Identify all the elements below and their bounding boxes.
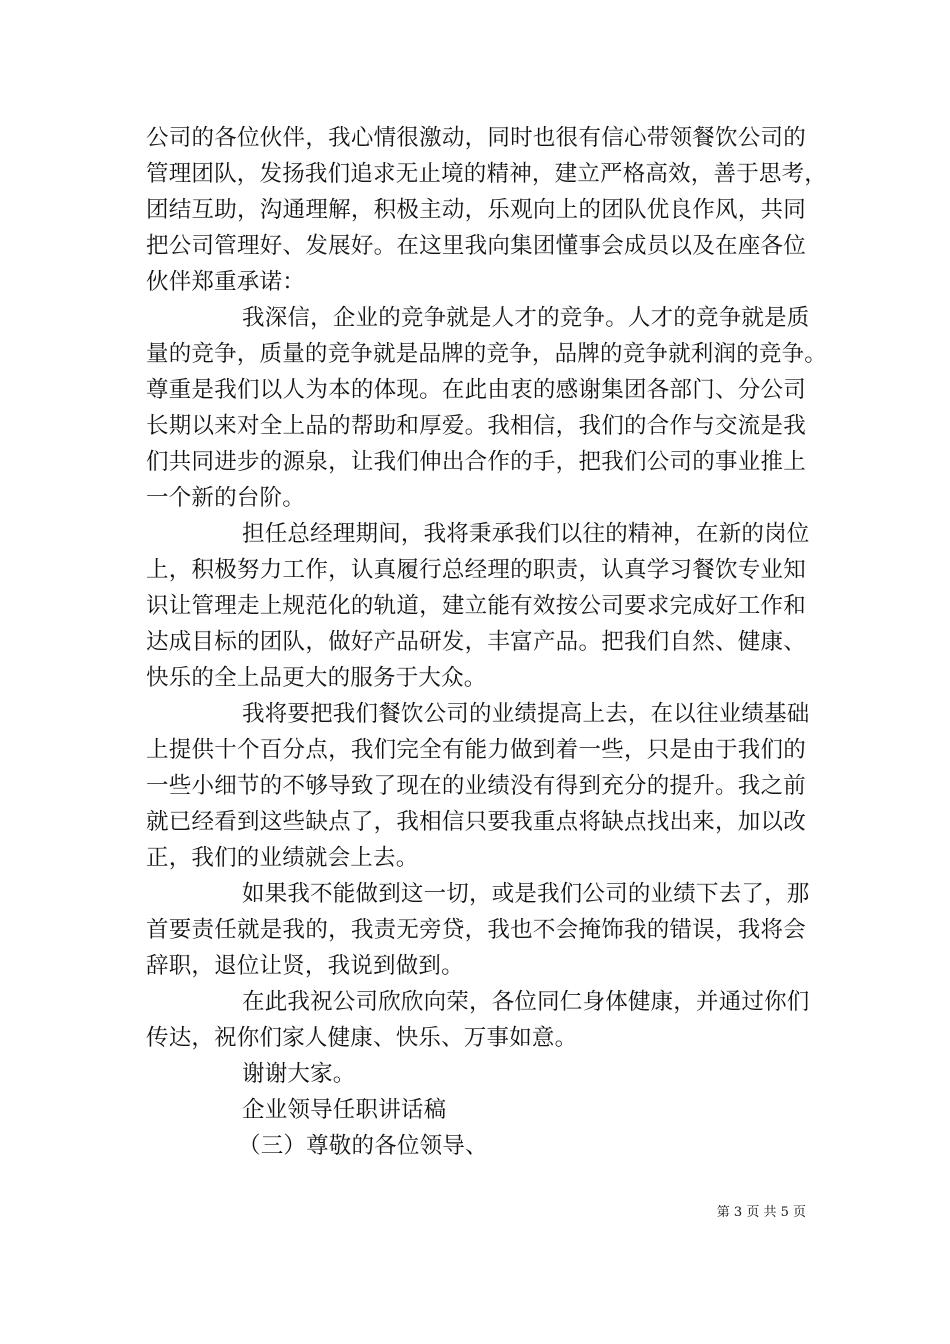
text-line: 上提供十个百分点，我们完全有能力做到着一些，只是由于我们的 <box>146 737 806 763</box>
section-title: 企业领导任职讲话稿 <box>242 1097 447 1123</box>
text-line: 长期以来对全上品的帮助和厚爱。我相信，我们的合作与交流是我 <box>146 413 806 439</box>
text-line: 首要责任就是我的，我责无旁贷，我也不会掩饰我的错误，我将会 <box>146 917 806 943</box>
text-line: 如果我不能做到这一切，或是我们公司的业绩下去了，那 <box>242 881 810 907</box>
text-line: 识让管理走上规范化的轨道，建立能有效按公司要求完成好工作和 <box>146 593 806 619</box>
text-line: 传达，祝你们家人健康、快乐、万事如意。 <box>146 1025 578 1051</box>
text-line: 把公司管理好、发展好。在这里我向集团懂事会成员以及在座各位 <box>146 233 806 259</box>
document-body <box>146 120 828 1164</box>
text-line: 正，我们的业绩就会上去。 <box>146 845 419 871</box>
text-line: 一个新的台阶。 <box>146 485 305 511</box>
paragraph <box>146 984 810 1056</box>
salutation: （三）尊敬的各位领导、 <box>238 1133 488 1159</box>
text-line: 我深信，企业的竞争就是人才的竞争。人才的竞争就是质 <box>242 305 810 331</box>
text-line: 管理团队，发扬我们追求无止境的精神，建立严格高效，善于思考， <box>146 161 828 187</box>
paragraph <box>146 120 828 300</box>
paragraph <box>146 300 828 516</box>
text-line: 辞职，退位让贤，我说到做到。 <box>146 953 464 979</box>
text-line: 一些小细节的不够导致了现在的业绩没有得到充分的提升。我之前 <box>146 773 806 799</box>
text-line: 我将要把我们餐饮公司的业绩提高上去，在以往业绩基础 <box>242 701 810 727</box>
text-line: 尊重是我们以人为本的体现。在此由衷的感谢集团各部门、分公司 <box>146 377 806 403</box>
paragraph <box>146 1128 806 1164</box>
text-line: 量的竞争，质量的竞争就是品牌的竞争，品牌的竞争就利润的竞争。 <box>146 341 828 367</box>
text-line: 上，积极努力工作，认真履行总经理的职责，认真学习餐饮专业知 <box>146 557 806 583</box>
text-line: 公司的各位伙伴，我心情很激动，同时也很有信心带领餐饮公司的 <box>146 125 806 151</box>
text-line: 伙伴郑重承诺： <box>146 269 305 295</box>
text-line: 谢谢大家。 <box>242 1061 356 1087</box>
text-line: 在此我祝公司欣欣向荣，各位同仁身体健康，并通过你们 <box>242 989 810 1015</box>
paragraph <box>146 876 810 984</box>
paragraph <box>146 1056 806 1092</box>
text-line: 担任总经理期间，我将秉承我们以往的精神，在新的岗位 <box>242 521 810 547</box>
paragraph <box>146 696 810 876</box>
paragraph <box>146 516 810 696</box>
page-number: 第 3 页 共 5 页 <box>716 1205 806 1220</box>
text-line: 团结互助，沟通理解，积极主动，乐观向上的团队优良作风，共同 <box>146 197 806 223</box>
paragraph <box>146 1092 806 1128</box>
text-line: 们共同进步的源泉，让我们伸出合作的手，把我们公司的事业推上 <box>146 449 806 475</box>
text-line: 就已经看到这些缺点了，我相信只要我重点将缺点找出来，加以改 <box>146 809 806 835</box>
text-line: 快乐的全上品更大的服务于大众。 <box>146 665 487 691</box>
text-line: 达成目标的团队，做好产品研发，丰富产品。把我们自然、健康、 <box>146 629 806 655</box>
